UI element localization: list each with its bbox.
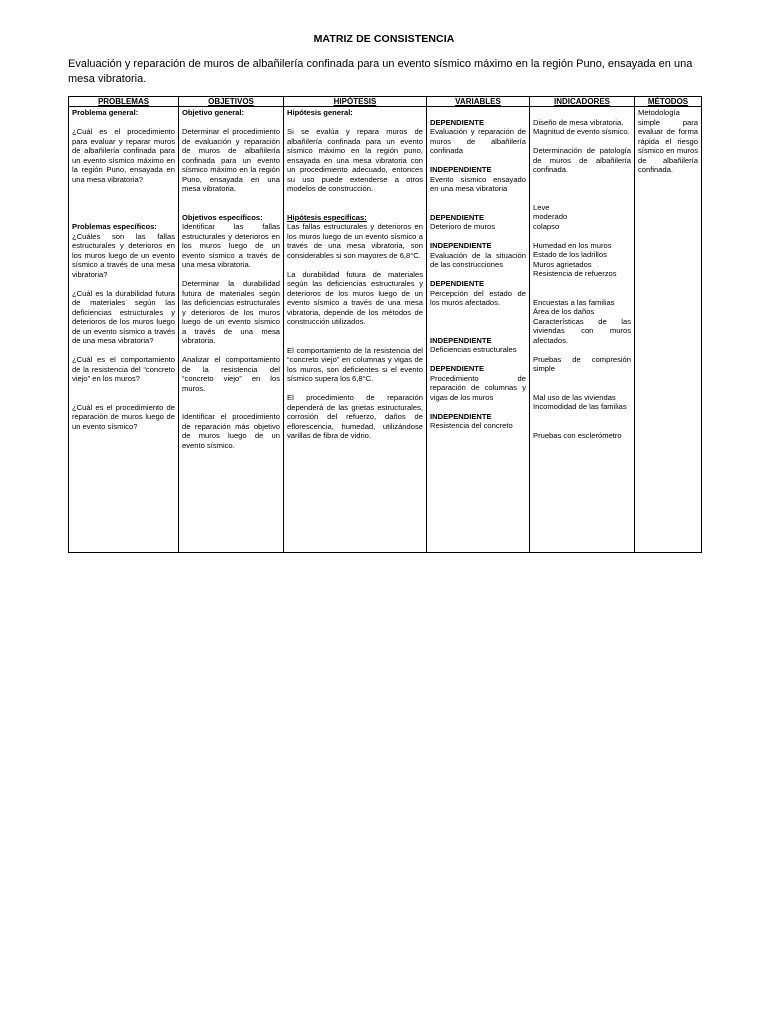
objetivo-general-label: Objetivo general: xyxy=(182,108,245,117)
cell-hipotesis xyxy=(284,107,427,553)
cell-problemas xyxy=(69,107,179,553)
problema-especifico-2: ¿Cuál es la durabilidad futura de materiales según las deficiencias estructurales y deterioros de los muros luego de un evento sísmico a través de una mesa vibratoria? xyxy=(72,288,175,345)
hipotesis-especifica-2: La durabilidad futura de materiales según las deficiencias estructurales y deterioros de los muros luego de un evento sísmico a través de una mesa vibratoria, depende de los métodos de construcción utilizados. xyxy=(287,269,423,326)
objetivo-especifico-3: Analizar el comportamiento de la resistencia del “concreto viejo” en los muros. xyxy=(182,355,280,393)
variable-2: Evento sísmico ensayado en una mesa vibratoria xyxy=(430,174,526,193)
variable-type-dependiente: DEPENDIENTE xyxy=(430,279,485,288)
header-problemas: PROBLEMAS xyxy=(69,97,179,107)
variable-type-independiente: INDEPENDIENTE xyxy=(430,241,492,250)
indicador-10: Resistencia de refuerzos xyxy=(533,269,617,278)
matrix-row xyxy=(69,107,702,553)
indicador-8: Estado de los ladrillos xyxy=(533,250,607,259)
variable-6: Deficiencias estructurales xyxy=(430,345,517,354)
problema-especifico-3: ¿Cuál es el comportamiento de la resistencia del “concreto viejo” en los muros? xyxy=(72,355,175,383)
hipotesis-especifica-1: Las fallas estructurales y deterioros en los muros luego de un evento sísmico a través de una mesa vibratoria, son considerables si son mayores de 6,8°C. xyxy=(287,222,423,260)
header-metodos: MÉTODOS xyxy=(635,97,702,107)
variable-4: Evaluación de la situación de las construcciones xyxy=(430,250,526,269)
problema-especifico-1: ¿Cuáles son las fallas estructurales y deterioros en los muros luego de un evento sísmico a través de una mesa vibratoria? xyxy=(72,231,175,279)
problemas-especificos-label: Problemas específicos: xyxy=(72,222,157,231)
problema-general: ¿Cuál es el procedimiento para evaluar y reparar muros de albañilería confinada para un evento sísmico máximo en la región Puno, ensayada en una mesa vibratoria? xyxy=(72,127,175,184)
indicador-12: Área de los daños xyxy=(533,307,595,316)
objetivo-general: Determinar el procedimiento de evaluación y reparación de muros de albañilería confinada para un evento sísmico máximo en la región Puno, ensayada en una mesa vibratoria. xyxy=(182,127,280,193)
indicador-16: Incomodidad de las familias xyxy=(533,402,627,411)
indicador-4: Leve xyxy=(533,202,550,212)
cell-objetivos xyxy=(179,107,284,553)
metodo-1: Metodología simple para evaluar de forma rápida el riesgo sísmico en muros de albañilería confinada. xyxy=(638,108,698,174)
objetivos-especificos-label: Objetivos específicos: xyxy=(182,212,263,222)
indicador-14: Pruebas de compresión simple xyxy=(533,354,631,373)
variable-type-independiente: INDEPENDIENTE xyxy=(430,411,492,421)
variable-type-dependiente: DEPENDIENTE xyxy=(430,117,485,127)
variable-8: Resistencia del concreto xyxy=(430,421,513,430)
cell-metodos xyxy=(635,107,702,553)
indicador-5: moderado xyxy=(533,212,568,221)
variable-7: Procedimiento de reparación de columnas y vigas de los muros xyxy=(430,373,526,402)
hipotesis-especificas-label: Hipótesis específicas: xyxy=(287,212,367,222)
hipotesis-especifica-4: El procedimiento de reparación dependerá de las grietas estructurales, corrosión del refuerzo, daños de eflorescencia, humedad, utilizándose varillas de fibra de vidrio. xyxy=(287,393,423,440)
objetivo-especifico-2: Determinar la durabilidad futura de materiales según las deficiencias estructurales y deterioros de los muros luego de un evento sísmico a través de una mesa vibratoria. xyxy=(182,279,280,345)
indicador-1: Diseño de mesa vibratoria. xyxy=(533,117,624,127)
indicador-6: colapso xyxy=(533,221,560,231)
header-hipotesis: HIPÓTESIS xyxy=(284,97,427,107)
problema-general-label: Problema general: xyxy=(72,108,139,117)
cell-variables xyxy=(427,107,530,553)
header-variables: VARIABLES xyxy=(427,97,530,107)
indicador-7: Humedad en los muros xyxy=(533,240,612,250)
hipotesis-especifica-3: El comportamiento de la resistencia del “concreto viejo” en columnas y vigas de los muros, son deficientes si el evento sísmico supera los 6,8°C. xyxy=(287,345,423,383)
hipotesis-general: Si se evalúa y repara muros de albañilería confinada para un evento sísmico máximo en la región puno, ensayada en una mesa vibratoria con un procedimiento adecuado, entonces su uso puede extenderse a otros modelos de construcción. xyxy=(287,127,423,193)
indicador-15: Mal uso de las viviendas xyxy=(533,392,616,402)
variable-type-independiente: INDEPENDIENTE xyxy=(430,335,492,345)
variable-1: Evaluación y reparación de muros de albañilería confinada xyxy=(430,127,526,155)
hipotesis-general-label: Hipótesis general: xyxy=(287,108,353,117)
consistency-matrix xyxy=(68,96,702,553)
header-indicadores: INDICADORES xyxy=(530,97,635,107)
problema-especifico-4: ¿Cuál es el procedimiento de reparación de muros luego de un evento sísmico? xyxy=(72,402,175,431)
indicador-17: Pruebas con esclerómetro xyxy=(533,430,622,440)
variable-type-independiente: INDEPENDIENTE xyxy=(430,165,492,174)
header-objetivos: OBJETIVOS xyxy=(179,97,284,107)
variable-type-dependiente: DEPENDIENTE xyxy=(430,212,485,222)
header-row xyxy=(69,97,702,107)
cell-indicadores xyxy=(530,107,635,553)
objetivo-especifico-1: Identificar las fallas estructurales y deterioros en los muros luego de un evento sísmico a través de una mesa vibratoria. xyxy=(182,222,280,269)
indicador-9: Muros agrietados xyxy=(533,259,592,269)
indicador-11: Encuestas a las familias xyxy=(533,297,615,307)
objetivo-especifico-4: Identificar el procedimiento de reparación más objetivo de muros luego de un evento sísmico. xyxy=(182,412,280,450)
indicador-2: Magnitud de evento sísmico. xyxy=(533,127,630,136)
intro-paragraph: Evaluación y reparación de muros de albañilería confinada para un evento sísmico máximo en la región Puno, ensayada en una mesa vibratoria. xyxy=(68,58,693,85)
variable-5: Percepción del estado de los muros afectados. xyxy=(430,288,526,307)
indicador-3: Determinación de patología de muros de albañilería confinada. xyxy=(533,146,631,174)
variable-3: Deterioro de muros xyxy=(430,222,495,231)
variable-type-dependiente: DEPENDIENTE xyxy=(430,364,485,373)
indicador-13: Características de las viviendas con muros afectados. xyxy=(533,316,631,345)
document-title: MATRIZ DE CONSISTENCIA xyxy=(313,33,455,45)
